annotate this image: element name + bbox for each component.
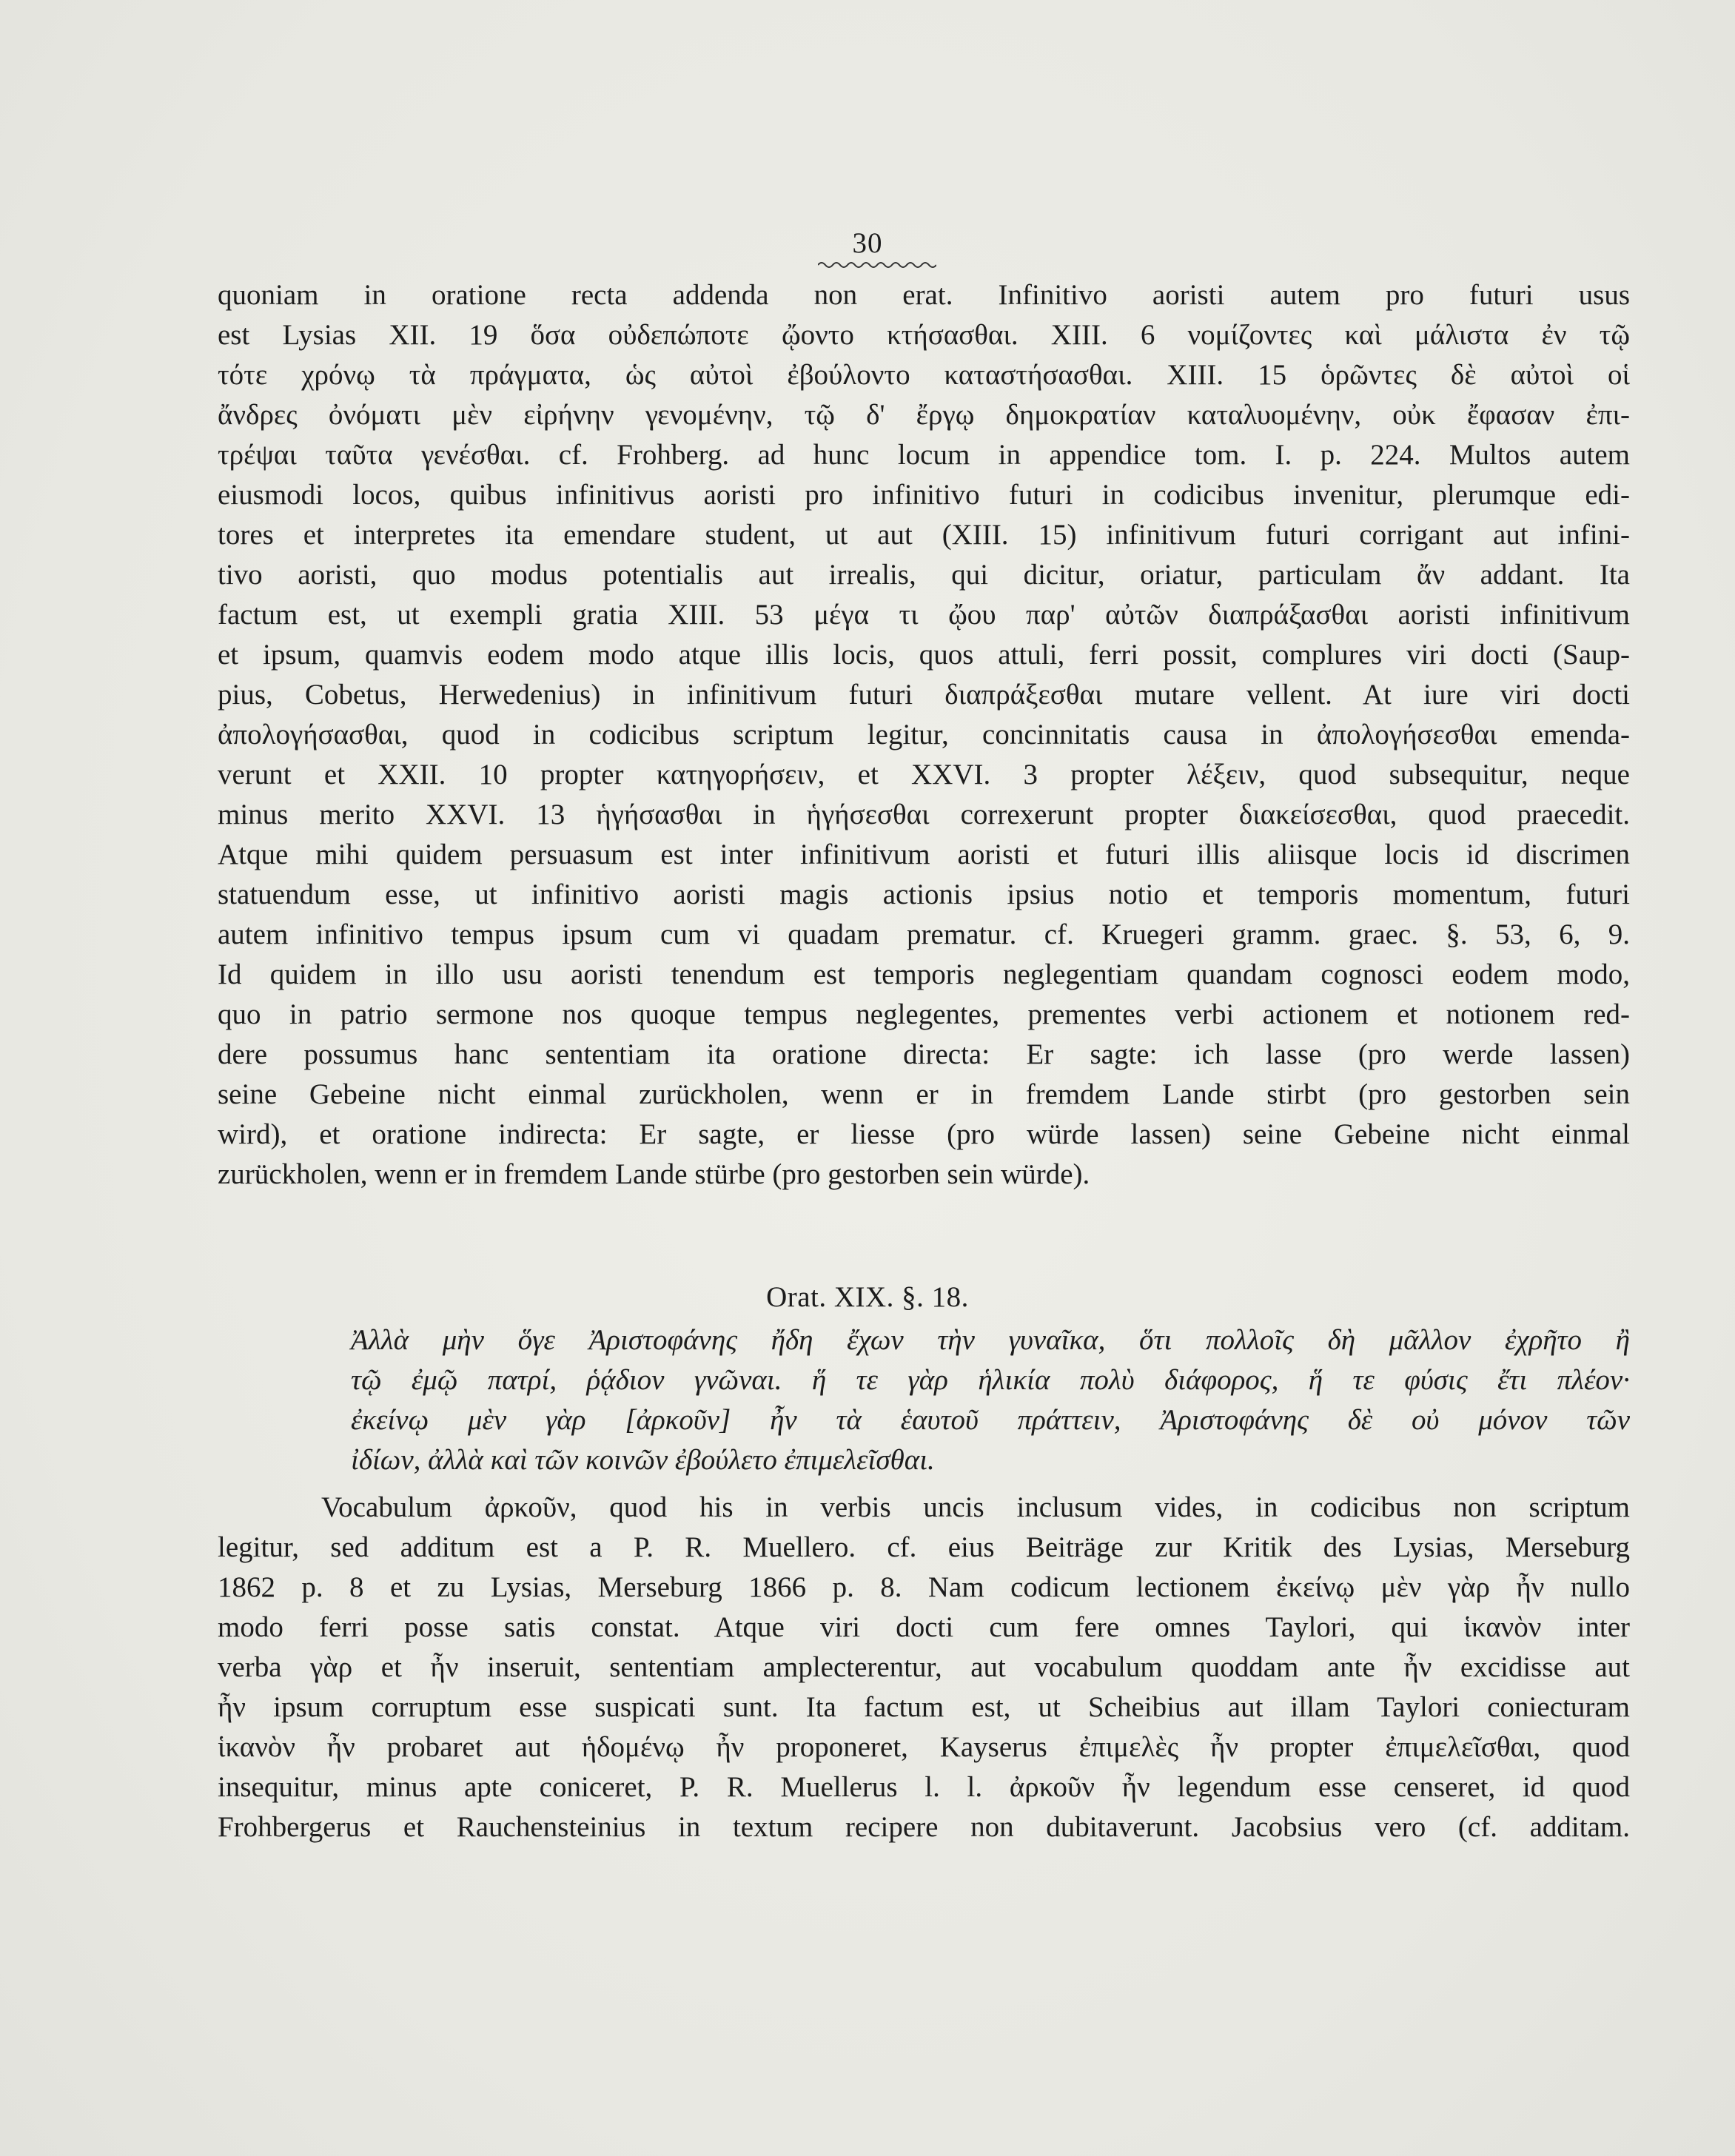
quote-line: Ἀλλὰ μὴν ὅγε Ἀριστοφάνης ἤδη ἔχων τὴν γυναῖκα, ὅτι πολλοῖς δὴ μᾶλλον ἐχρῆτο ἢ — [351, 1324, 1630, 1356]
text-line: minus merito XXVI. 13 ἡγήσασθαι in ἡγήσεσθαι correxerunt propter διακείσεσθαι, quod praecedit. — [218, 799, 1630, 830]
text-line: Vocabulum ἀρκοῦν, quod his in verbis uncis inclusum vides, in codicibus non scriptum — [321, 1491, 1630, 1523]
section-heading: Orat. XIX. §. 18. — [766, 1281, 969, 1313]
text-line: tivo aoristi, quo modus potentialis aut irrealis, qui dicitur, oriatur, particulam ἄν addant. Ita — [218, 559, 1630, 591]
text-line: seine Gebeine nicht einmal zurückholen, wenn er in fremdem Lande stirbt (pro gestorben sein — [218, 1078, 1630, 1110]
text-line: ἦν ipsum corruptum esse suspicati sunt. Ita factum est, ut Scheibius aut illam Taylori coniecturam — [218, 1691, 1630, 1723]
text-line: tores et interpretes ita emendare student, ut aut (XIII. 15) infinitivum futuri corrigant aut infini- — [218, 519, 1630, 551]
text-line: τότε χρόνῳ τὰ πράγματα, ὡς αὐτοὶ ἐβούλοντο καταστήσασθαι. XIII. 15 ὁρῶντες δὲ αὐτοὶ οἱ — [218, 359, 1630, 391]
text-line: Frohbergerus et Rauchensteinius in textum recipere non dubitaverunt. Jacobsius vero (cf. additam. — [218, 1811, 1630, 1843]
text-line: est Lysias XII. 19 ὅσα οὐδεπώποτε ᾤοντο κτήσασθαι. XIII. 6 νομίζοντες καὶ μάλιστα ἐν τῷ — [218, 319, 1630, 351]
text-line: modo ferri posse satis constat. Atque viri docti cum fere omnes Taylori, qui ἱκανὸν inter — [218, 1611, 1630, 1643]
text-line: statuendum esse, ut infinitivo aoristi magis actionis ipsius notio et temporis momentum, futuri — [218, 879, 1630, 910]
text-line: ἄνδρες ὀνόματι μὲν εἰρήνην γενομένην, τῷ δ' ἔργῳ δημοκρατίαν καταλυομένην, οὐκ ἔφασαν ἐπι- — [218, 399, 1630, 431]
text-line: Id quidem in illo usu aoristi tenendum est temporis neglegentiam quandam cognosci eodem modo, — [218, 958, 1630, 990]
text-line: pius, Cobetus, Herwedenius) in infinitivum futuri διαπράξεσθαι mutare vellent. At iure viri docti — [218, 679, 1630, 711]
quote-line: ἰδίων, ἀλλὰ καὶ τῶν κοινῶν ἐβούλετο ἐπιμελεῖσθαι. — [351, 1444, 935, 1476]
text-line: Atque mihi quidem persuasum est inter infinitivum aoristi et futuri illis aliisque locis id discrimen — [218, 839, 1630, 870]
text-line: et ipsum, quamvis eodem modo atque illis locis, quos attuli, ferri possit, complures viri docti (Saup- — [218, 639, 1630, 671]
quote-line: ἐκείνῳ μὲν γὰρ [ἀρκοῦν] ἦν τὰ ἑαυτοῦ πράττειν, Ἀριστοφάνης δὲ οὐ μόνον τῶν — [351, 1404, 1630, 1436]
text-line: quo in patrio sermone nos quoque tempus neglegentes, prementes verbi actionem et notionem red- — [218, 998, 1630, 1030]
text-line: wird), et oratione indirecta: Er sagte, er liesse (pro würde lassen) seine Gebeine nicht einmal — [218, 1118, 1630, 1150]
paragraph-2 — [218, 1488, 1630, 1847]
text-line: dere possumus hanc sententiam ita oratione directa: Er sagte: ich lasse (pro werde lassen) — [218, 1038, 1630, 1070]
text-line: legitur, sed additum est a P. R. Muellero. cf. eius Beiträge zur Kritik des Lysias, Merseburg — [218, 1531, 1630, 1563]
greek-quotation — [351, 1320, 1630, 1480]
text-line: 1862 p. 8 et zu Lysias, Merseburg 1866 p. 8. Nam codicum lectionem ἐκείνῳ μὲν γὰρ ἦν nullo — [218, 1571, 1630, 1603]
wavy-rule-ornament — [818, 261, 936, 269]
quote-line: τῷ ἐμῷ πατρί, ῥᾴδιον γνῶναι. ἥ τε γὰρ ἡλικία πολὺ διάφορος, ἥ τε φύσις ἔτι πλέον· — [351, 1364, 1630, 1396]
page-number: 30 — [852, 227, 883, 259]
paragraph-1 — [218, 275, 1630, 1195]
text-line: ἱκανὸν ἦν probaret aut ἡδομένῳ ἦν proponeret, Kayserus ἐπιμελὲς ἦν propter ἐπιμελεῖσθαι, quod — [218, 1731, 1630, 1763]
text-line: verba γὰρ et ἦν inseruit, sententiam amplecterentur, aut vocabulum quoddam ante ἦν excidisse aut — [218, 1651, 1630, 1683]
text-line: factum est, ut exempli gratia XIII. 53 μέγα τι ᾤου παρ' αὐτῶν διαπράξασθαι aoristi infinitivum — [218, 599, 1630, 631]
text-line: τρέψαι ταῦτα γενέσθαι. cf. Frohberg. ad hunc locum in appendice tom. I. p. 224. Multos autem — [218, 439, 1630, 471]
text-line: eiusmodi locos, quibus infinitivus aoristi pro infinitivo futuri in codicibus invenitur, plerumque edi- — [218, 479, 1630, 511]
text-line: verunt et XXII. 10 propter κατηγορήσειν, et XXVI. 3 propter λέξειν, quod subsequitur, neque — [218, 759, 1630, 790]
text-line: quoniam in oratione recta addenda non erat. Infinitivo aoristi autem pro futuri usus — [218, 279, 1630, 311]
text-line: zurückholen, wenn er in fremdem Lande stürbe (pro gestorben sein würde). — [218, 1158, 1090, 1190]
text-line: insequitur, minus apte coniceret, P. R. Muellerus l. l. ἀρκοῦν ἦν legendum esse censeret, id quod — [218, 1771, 1630, 1803]
text-line: ἀπολογήσασθαι, quod in codicibus scriptum legitur, concinnitatis causa in ἀπολογήσεσθαι emenda- — [218, 719, 1630, 750]
text-line: autem infinitivo tempus ipsum cum vi quadam prematur. cf. Kruegeri gramm. graec. §. 53, 6, 9. — [218, 919, 1630, 950]
